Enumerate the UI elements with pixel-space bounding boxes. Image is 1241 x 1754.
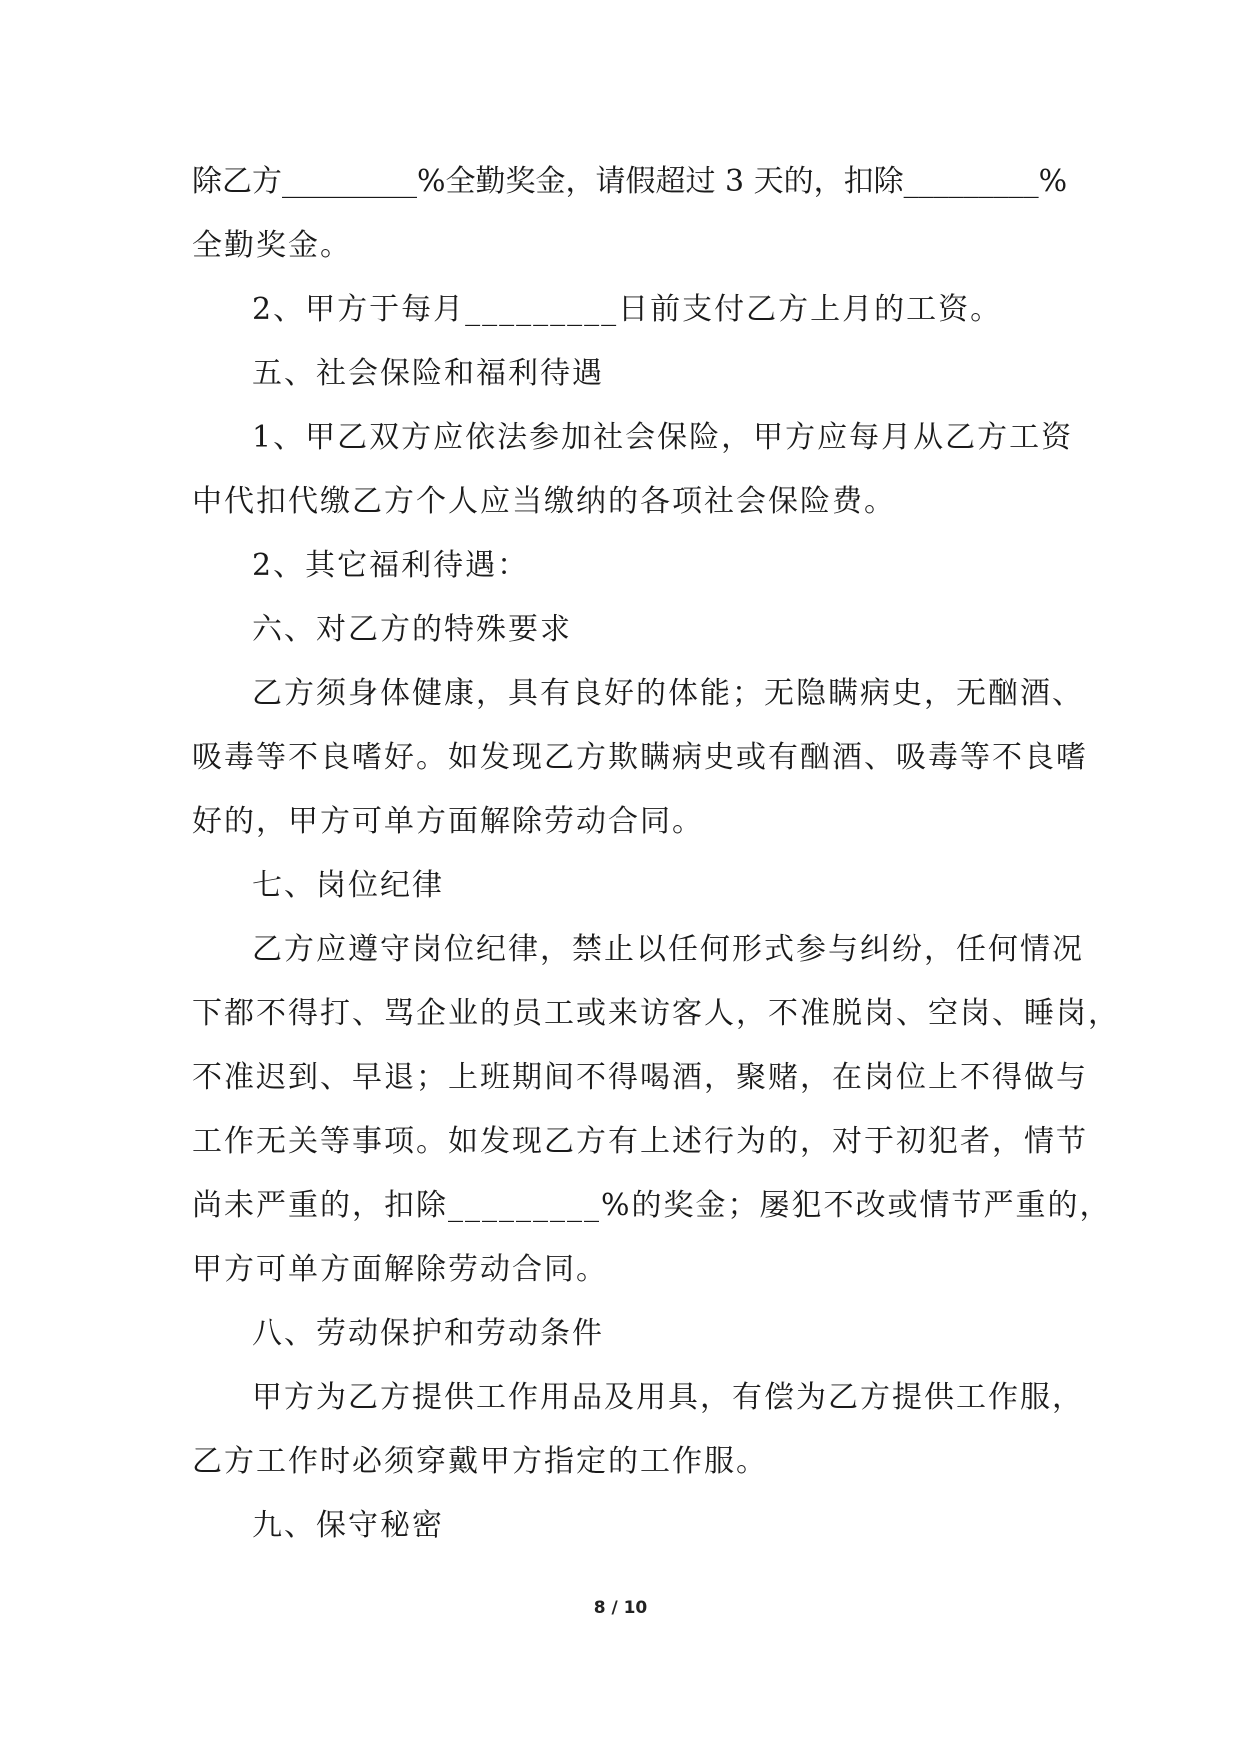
text-line: 乙方工作时必须穿戴甲方指定的工作服。 <box>192 1444 768 1479</box>
section-heading: 九、保守秘密 <box>252 1508 444 1543</box>
text-line: 尚未严重的，扣除_________%的奖金；屡犯不改或情节严重的， <box>192 1188 1112 1223</box>
text-line: 2、其它福利待遇： <box>252 548 530 583</box>
text-line: 2、甲方于每月_________日前支付乙方上月的工资。 <box>252 292 1003 327</box>
text-line: 吸毒等不良嗜好。如发现乙方欺瞒病史或有酗酒、吸毒等不良嗜 <box>192 740 1088 775</box>
text-line: 下都不得打、骂企业的员工或来访客人，不准脱岗、空岗、睡岗， <box>192 996 1120 1031</box>
text-line: 全勤奖金。 <box>192 228 352 263</box>
section-heading: 六、对乙方的特殊要求 <box>252 612 572 647</box>
section-heading: 五、社会保险和福利待遇 <box>252 356 604 391</box>
text-line: 1、甲乙双方应依法参加社会保险，甲方应每月从乙方工资 <box>252 420 1074 455</box>
document-body <box>192 150 1120 1558</box>
text-line: 乙方应遵守岗位纪律，禁止以任何形式参与纠纷，任何情况 <box>252 932 1084 967</box>
text-line: 甲方可单方面解除劳动合同。 <box>192 1252 608 1287</box>
text-line: 除乙方_________%全勤奖金，请假超过 3 天的，扣除_________% <box>192 164 1068 199</box>
text-line: 工作无关等事项。如发现乙方有上述行为的，对于初犯者，情节 <box>192 1124 1088 1159</box>
text-line: 好的，甲方可单方面解除劳动合同。 <box>192 804 704 839</box>
section-heading: 七、岗位纪律 <box>252 868 444 903</box>
section-heading: 八、劳动保护和劳动条件 <box>252 1316 604 1351</box>
text-line: 甲方为乙方提供工作用品及用具，有偿为乙方提供工作服， <box>252 1380 1084 1415</box>
text-line: 中代扣代缴乙方个人应当缴纳的各项社会保险费。 <box>192 484 896 519</box>
text-line: 不准迟到、早退；上班期间不得喝酒，聚赌，在岗位上不得做与 <box>192 1060 1088 1095</box>
text-line: 乙方须身体健康，具有良好的体能；无隐瞒病史，无酗酒、 <box>252 676 1084 711</box>
page-number: 8 / 10 <box>593 1598 648 1618</box>
